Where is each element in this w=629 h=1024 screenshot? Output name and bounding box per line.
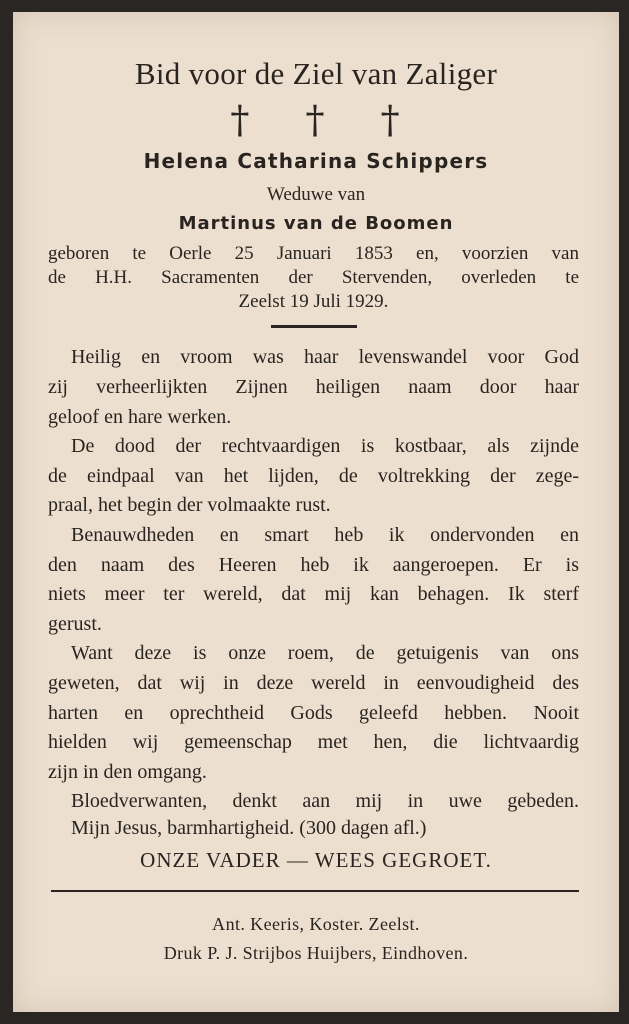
text-line: harten en oprechtheid Gods geleefd hebben. Nooit (48, 702, 579, 724)
text-line: Mijn Jesus, barmhartigheid. (300 dagen afl.) (71, 817, 427, 839)
husband-name: Martinus van de Boomen (178, 213, 454, 234)
text-line: zij verheerlijkten Zijnen heiligen naam door haar (48, 376, 579, 398)
text-line: De dood der rechtvaardigen is kostbaar, als zijnde (71, 435, 579, 457)
memorial-card (13, 12, 619, 1012)
long-divider (51, 890, 579, 892)
text-line: Benauwdheden en smart heb ik ondervonden en (71, 524, 579, 546)
footer-sexton: Ant. Keeris, Koster. Zeelst. (212, 914, 420, 934)
bio-line: geboren te Oerle 25 Januari 1853 en, voorzien van (48, 243, 579, 264)
text-line: niets meer ter wereld, dat mij kan behagen. Ik sterf (48, 583, 579, 605)
bio-line: Zeelst 19 Juli 1929. (238, 291, 389, 312)
crosses-icon: † † † (230, 98, 422, 142)
text-line: gerust. (48, 613, 102, 635)
text-line: Bloedverwanten, denkt aan mij in uwe gebeden. (71, 790, 579, 812)
text-line: de eindpaal van het lijden, de voltrekking der zege- (48, 465, 579, 487)
text-line: Want deze is onze roem, de getuigenis van ons (71, 642, 579, 664)
widow-of-label: Weduwe van (266, 184, 366, 205)
text-line: praal, het begin der volmaakte rust. (48, 494, 331, 516)
text-line: geweten, dat wij in deze wereld in eenvoudigheid des (48, 672, 579, 694)
bio-line: de H.H. Sacramenten der Stervenden, overleden te (48, 267, 579, 288)
footer-printer: Druk P. J. Strijbos Huijbers, Eindhoven. (163, 943, 469, 963)
prayer-line: ONZE VADER — WEES GEGROET. (140, 848, 492, 872)
text-line: zijn in den omgang. (48, 761, 207, 783)
text-line: hielden wij gemeenschap met hen, die lichtvaardig (48, 731, 579, 753)
deceased-name: Helena Catharina Schippers (143, 149, 489, 173)
card-title: Bid voor de Ziel van Zaliger (134, 56, 498, 91)
short-divider (271, 325, 357, 328)
text-line: Heilig en vroom was haar levenswandel voor God (71, 346, 579, 368)
text-line: geloof en hare werken. (48, 406, 232, 428)
text-line: den naam des Heeren heb ik aangeroepen. Er is (48, 554, 579, 576)
